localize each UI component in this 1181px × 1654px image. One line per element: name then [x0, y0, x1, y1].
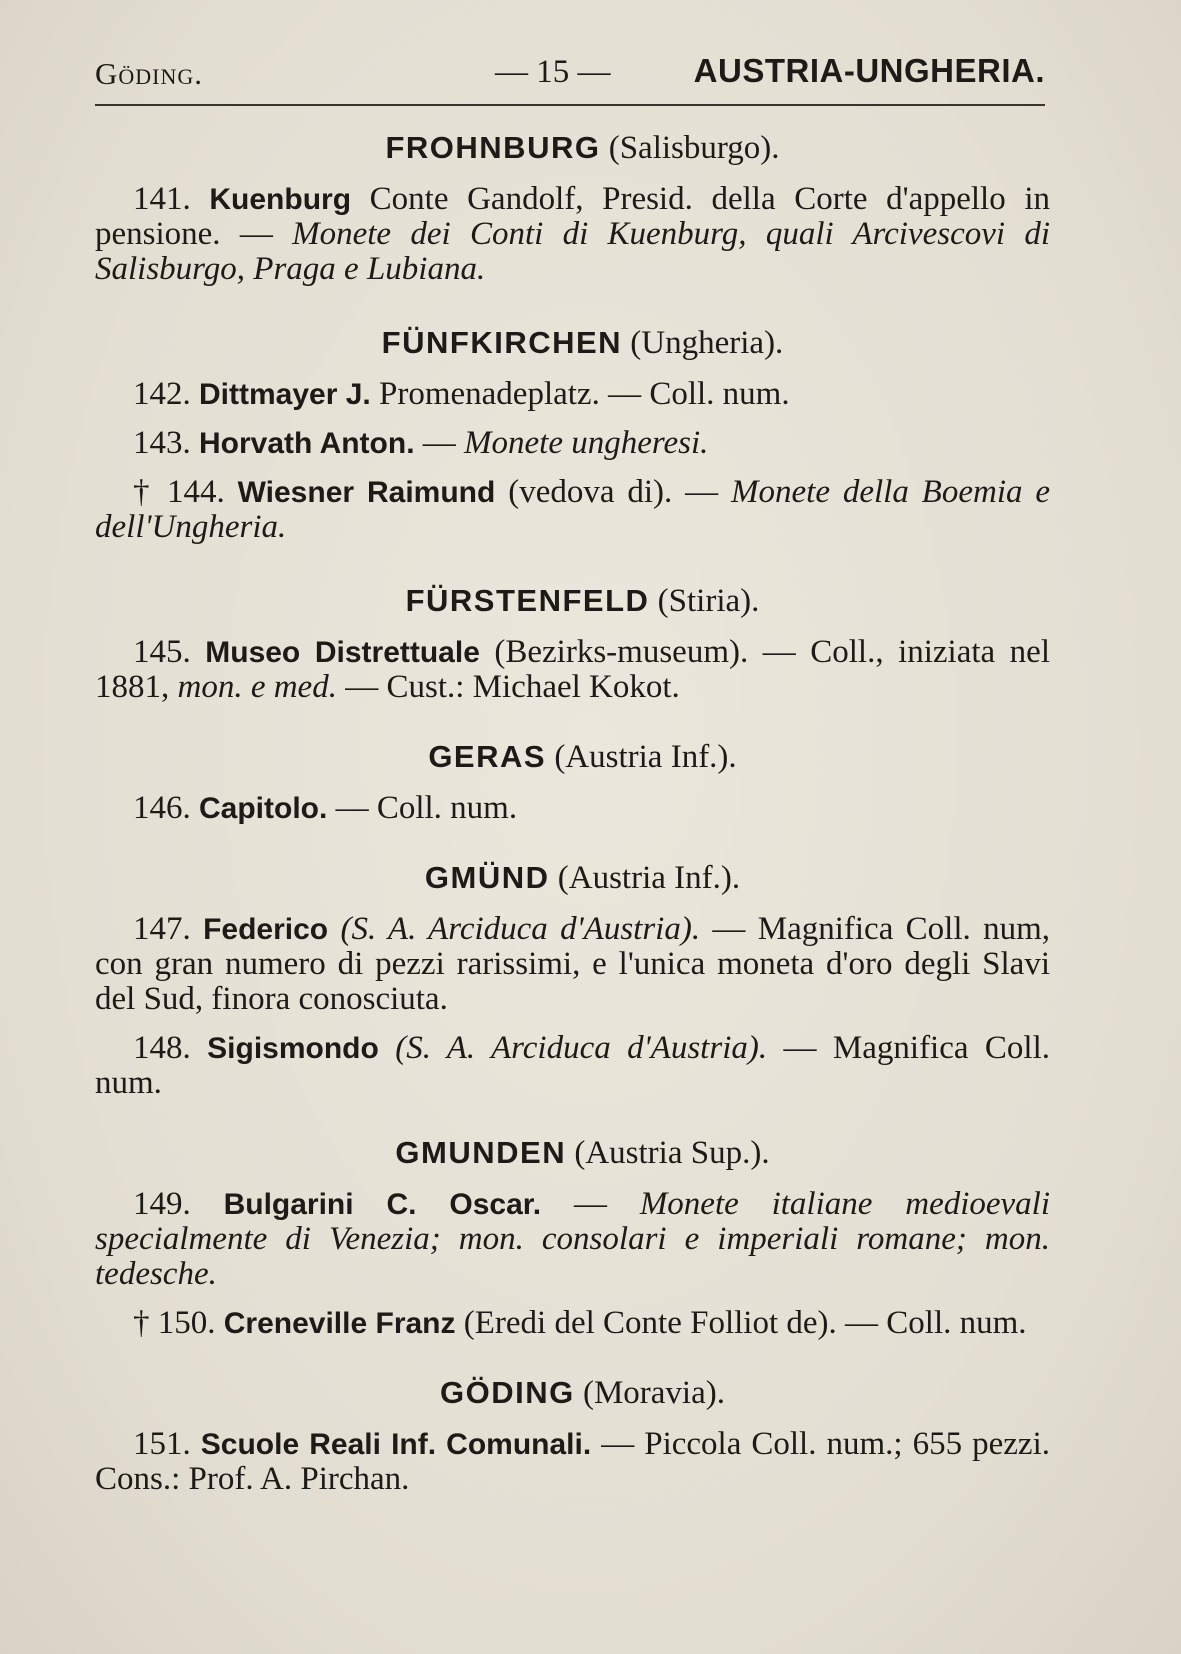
entry-number: 141.	[133, 181, 210, 217]
entry-name: Federico	[203, 913, 329, 946]
entry-after: specialmente di Venezia; mon. consolari e imperiali romane; mon. tedesche.	[95, 1221, 1050, 1292]
entry-italic: Monete ungheresi.	[464, 425, 709, 461]
city-heading	[95, 1373, 1050, 1413]
city-region: (Stiria).	[657, 583, 760, 619]
entry-number: † 144.	[133, 474, 238, 510]
entry	[95, 791, 1050, 826]
entry-italic: Monete della Boemia e dell'Ungheria.	[95, 474, 1051, 545]
entry-after: — Cust.: Michael Kokot.	[336, 669, 680, 705]
city-region: (Austria Inf.).	[557, 860, 741, 896]
entry-name: Wiesner Raimund	[237, 476, 496, 509]
header-left: Göding.	[95, 56, 204, 91]
entry-text: (Eredi del Conte Folliot de). — Coll. num.	[455, 1305, 1027, 1341]
page-body	[95, 128, 1050, 1497]
entry-number: 143.	[133, 425, 199, 461]
entry-number: 148.	[133, 1030, 208, 1066]
city-heading	[95, 128, 1050, 168]
entry	[95, 912, 1050, 1017]
header-rule	[95, 104, 1045, 106]
city-heading	[95, 858, 1050, 898]
entry-italic: Monete italiane medioevali	[639, 1186, 1051, 1222]
entry-number: 149.	[133, 1186, 224, 1222]
entry	[95, 1031, 1050, 1101]
entry-name: Horvath Anton.	[199, 427, 415, 460]
city-name: FROHNBURG	[385, 130, 601, 165]
entry-text: (Bezirks-museum). — Coll., iniziata nel 1881,	[95, 634, 1050, 705]
running-header	[95, 52, 1045, 96]
entry-number: 151.	[133, 1426, 201, 1462]
entry-number: † 150.	[133, 1305, 224, 1341]
entry-text: —	[541, 1186, 640, 1222]
city-name: GMUNDEN	[395, 1135, 567, 1170]
entry-number: 146.	[133, 790, 199, 826]
city-region: (Ungheria).	[630, 325, 784, 361]
entry-name: Scuole Reali Inf. Comunali.	[200, 1428, 592, 1461]
city-name: FÜRSTENFELD	[405, 583, 650, 618]
entry-number: 147.	[133, 911, 204, 947]
entry-text: Conte Gandolf, Presid. della Corte d'appello in pensione. —	[95, 181, 1051, 252]
entry-name: Creneville Franz	[223, 1307, 456, 1340]
entry-text: — Coll. num.	[327, 790, 518, 826]
city-name: FÜNFKIRCHEN	[381, 325, 623, 360]
entry	[95, 1306, 1050, 1341]
city-name: GMÜND	[424, 860, 550, 895]
city-region: (Austria Inf.).	[554, 739, 737, 775]
entry-number: 145.	[133, 634, 206, 670]
entry-number: 142.	[133, 376, 199, 412]
header-right: AUSTRIA-UNGHERIA.	[693, 52, 1045, 89]
city-heading	[95, 737, 1050, 777]
entry	[95, 182, 1050, 287]
city-heading	[95, 581, 1050, 621]
entry-after: — Magnifica Coll. num, con gran numero di pezzi rarissimi, e l'unica moneta d'oro degli Slavi del Sud, finora conosciuta.	[95, 911, 1051, 1017]
page-number: — 15 —	[495, 54, 611, 90]
entry	[95, 475, 1050, 545]
city-region: (Salisburgo).	[608, 130, 780, 166]
entry-name: Sigismondo	[207, 1032, 379, 1065]
entry-name: Museo Distrettuale	[205, 636, 480, 669]
entry-name: Kuenburg	[209, 183, 352, 216]
entry-text	[328, 911, 340, 947]
entry-name: Bulgarini C. Oscar.	[223, 1188, 542, 1221]
entry-text: Promenadeplatz. — Coll. num.	[370, 376, 790, 412]
entry-text: — Piccola Coll. num.; 655 pezzi. Cons.: Prof. A. Pirchan.	[95, 1426, 1050, 1497]
entry-name: Capitolo.	[199, 792, 328, 825]
entry-italic: Monete dei Conti di Kuenburg, quali Arcivescovi di Salisburgo, Praga e Lubiana.	[95, 216, 1050, 287]
entry-text: —	[414, 425, 465, 461]
entry	[95, 426, 1050, 461]
entry	[95, 377, 1050, 412]
entry-italic: mon. e med.	[177, 669, 337, 705]
city-heading	[95, 1133, 1050, 1173]
entry	[95, 635, 1050, 705]
city-region: (Moravia).	[582, 1375, 725, 1411]
entry	[95, 1427, 1050, 1497]
entry-text	[379, 1030, 395, 1066]
entry-text: (vedova di). —	[495, 474, 732, 510]
entry-name: Dittmayer J.	[199, 378, 371, 411]
entry	[95, 1187, 1050, 1292]
entry-after: — Magnifica Coll. num.	[95, 1030, 1051, 1101]
entry-italic: (S. A. Arciduca d'Austria).	[340, 911, 701, 947]
city-name: GÖDING	[439, 1375, 575, 1410]
city-name: GERAS	[428, 739, 547, 774]
city-region: (Austria Sup.).	[574, 1135, 770, 1171]
entry-italic: (S. A. Arciduca d'Austria).	[395, 1030, 768, 1066]
city-heading	[95, 323, 1050, 363]
